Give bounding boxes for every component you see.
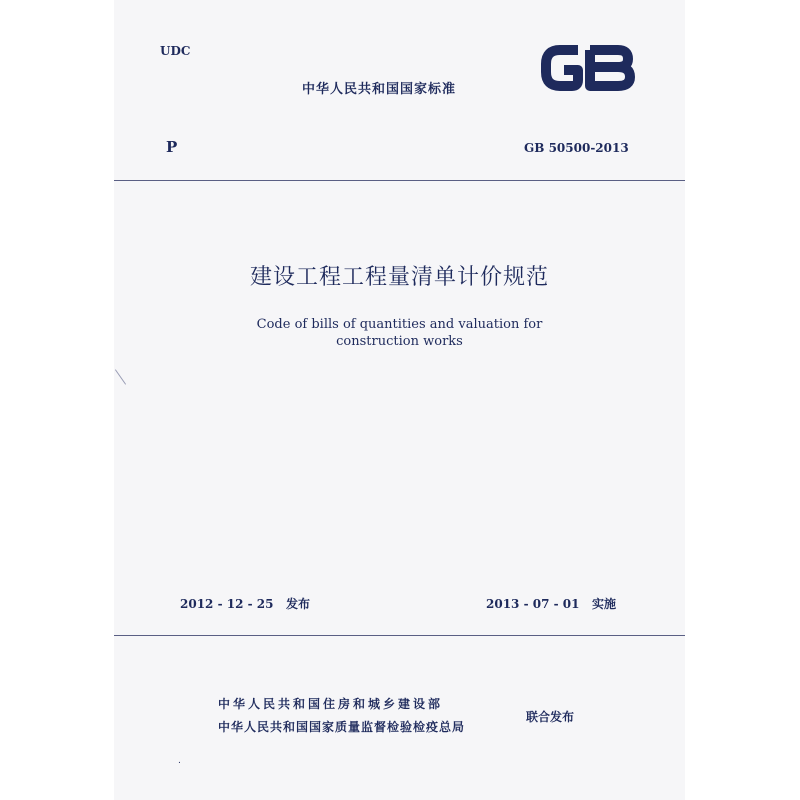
title-english-line-1: Code of bills of quantities and valuation for xyxy=(256,317,543,332)
paper-mark xyxy=(115,369,126,384)
national-standard-heading: 中华人民共和国国家标准 xyxy=(302,82,457,97)
top-divider xyxy=(114,180,685,181)
title-chinese: 建设工程工程量清单计价规范 xyxy=(249,265,549,290)
category-letter: P xyxy=(166,138,178,156)
issuer-aqsiq: 中华人民共和国国家质量监督检验检疫总局 xyxy=(218,720,466,734)
issue-label: 发布 xyxy=(286,597,311,611)
implement-label: 实施 xyxy=(592,597,617,611)
standard-number: GB 50500-2013 xyxy=(524,141,629,155)
joint-issue-label: 联合发布 xyxy=(526,710,575,724)
title-english xyxy=(114,316,685,350)
issue-date: 2012 - 12 - 25 xyxy=(180,597,274,611)
bottom-divider xyxy=(114,635,685,636)
gb-logo-icon xyxy=(538,40,636,96)
book-cover xyxy=(114,0,685,800)
issuer-ministry: 中华人民共和国住房和城乡建设部 xyxy=(218,697,444,711)
title-english-line-2: construction works xyxy=(336,334,463,349)
issue-info xyxy=(180,595,310,612)
implement-info xyxy=(486,595,616,612)
implement-date: 2013 - 07 - 01 xyxy=(486,597,580,611)
udc-label: UDC xyxy=(160,44,191,58)
page-mark: . xyxy=(178,756,181,766)
